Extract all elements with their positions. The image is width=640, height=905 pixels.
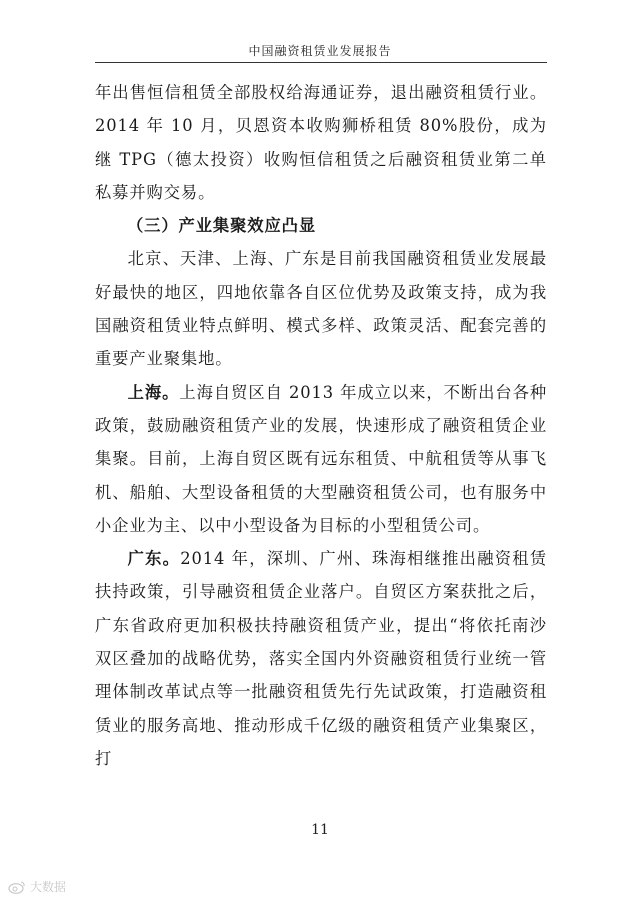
header-rule [95, 62, 547, 63]
paragraph-shanghai [95, 376, 547, 542]
paragraph-body-guangdong: 2014 年，深圳、广州、珠海相继推出融资租赁扶持政策，引导融资租赁企业落户。自贸区方案获批之后，广东省政府更加积极扶持融资租赁产业，提出“将依托南沙双区叠加的战略优势，落实全国内外资融资租赁行业统一管理体制改革试点等一批融资租赁先行先试政策，打造融资租赁业的服务高地、推动形成千亿级的融资租赁产业集聚区，打 [95, 549, 548, 768]
paragraph-lead-shanghai: 上海。 [127, 382, 180, 402]
page-number: 11 [311, 822, 329, 838]
body-text [95, 76, 547, 775]
paragraph-regions: 北京、天津、上海、广东是目前我国融资租赁业发展最好最快的地区，四地依靠各自区位优势及政策支持，成为我国融资租赁业特点鲜明、模式多样、政策灵活、配套完善的重要产业聚集地。 [95, 249, 547, 369]
paragraph-guangdong [95, 542, 547, 775]
weibo-icon [8, 880, 26, 894]
watermark [8, 878, 66, 895]
paragraph-continuation: 年出售恒信租赁全部股权给海通证券，退出融资租赁行业。2014 年 10 月，贝恩资本收购狮桥租赁 80%股份，成为继 TPG（德太投资）收购恒信租赁之后融资租赁业第二单私募并购交易。 [95, 83, 547, 202]
section-heading: （三）产业集聚效应凸显 [127, 216, 316, 236]
watermark-text: 大数据 [30, 880, 67, 894]
running-header: 中国融资租赁业发展报告 [248, 44, 392, 58]
paragraph-lead-guangdong: 广东。 [127, 549, 181, 569]
paragraph-body-shanghai: 上海自贸区自 2013 年成立以来，不断出台各种政策，鼓励融资租赁产业的发展，快速形成了融资租赁企业集聚。目前，上海自贸区既有远东租赁、中航租赁等从事飞机、船舶、大型设备租赁的大型融资租赁公司，也有服务中小企业为主、以中小型设备为目标的小型租赁公司。 [95, 382, 548, 535]
